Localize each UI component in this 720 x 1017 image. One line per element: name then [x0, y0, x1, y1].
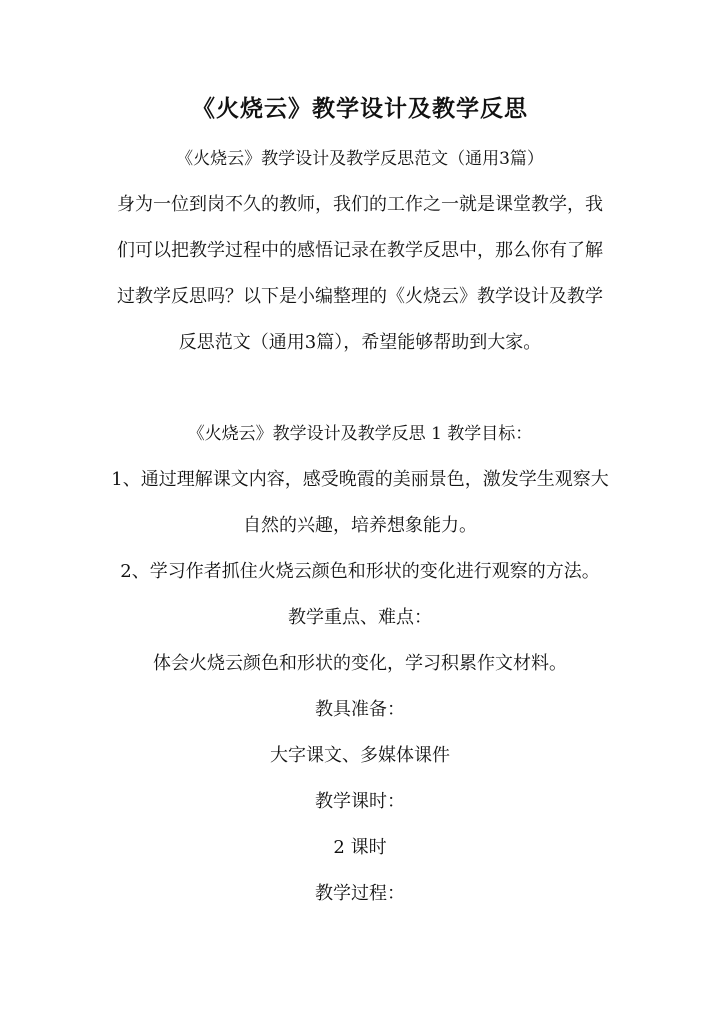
- objective-line: 1、通过理解课文内容，感受晚霞的美丽景色，激发学生观察大: [111, 469, 609, 490]
- hours-text: 2 课时: [333, 837, 387, 858]
- key-points-heading: 教学重点、难点：: [288, 607, 432, 628]
- intro-line: 过教学反思吗？以下是小编整理的《火烧云》教学设计及教学: [117, 286, 603, 307]
- objective-line: 自然的兴趣，培养想象能力。: [243, 515, 477, 536]
- document-subtitle: 《火烧云》教学设计及教学反思范文（通用3篇）: [176, 149, 544, 169]
- intro-line: 们可以把教学过程中的感悟记录在教学反思中，那么你有了解: [117, 240, 603, 261]
- objective-line: 2、学习作者抓住火烧云颜色和形状的变化进行观察的方法。: [120, 561, 600, 582]
- intro-line: 身为一位到岗不久的教师，我们的工作之一就是课堂教学，我: [117, 194, 603, 215]
- tools-heading: 教具准备：: [315, 699, 405, 720]
- key-points-text: 体会火烧云颜色和形状的变化，学习积累作文材料。: [153, 653, 567, 674]
- section-heading: 《火烧云》教学设计及教学反思 1 教学目标：: [187, 424, 533, 444]
- hours-heading: 教学课时：: [315, 791, 405, 812]
- document-title: 《火烧云》教学设计及教学反思: [192, 95, 528, 122]
- intro-line: 反思范文（通用3篇），希望能够帮助到大家。: [178, 332, 542, 353]
- tools-text: 大字课文、多媒体课件: [270, 745, 450, 766]
- process-heading: 教学过程：: [315, 883, 405, 904]
